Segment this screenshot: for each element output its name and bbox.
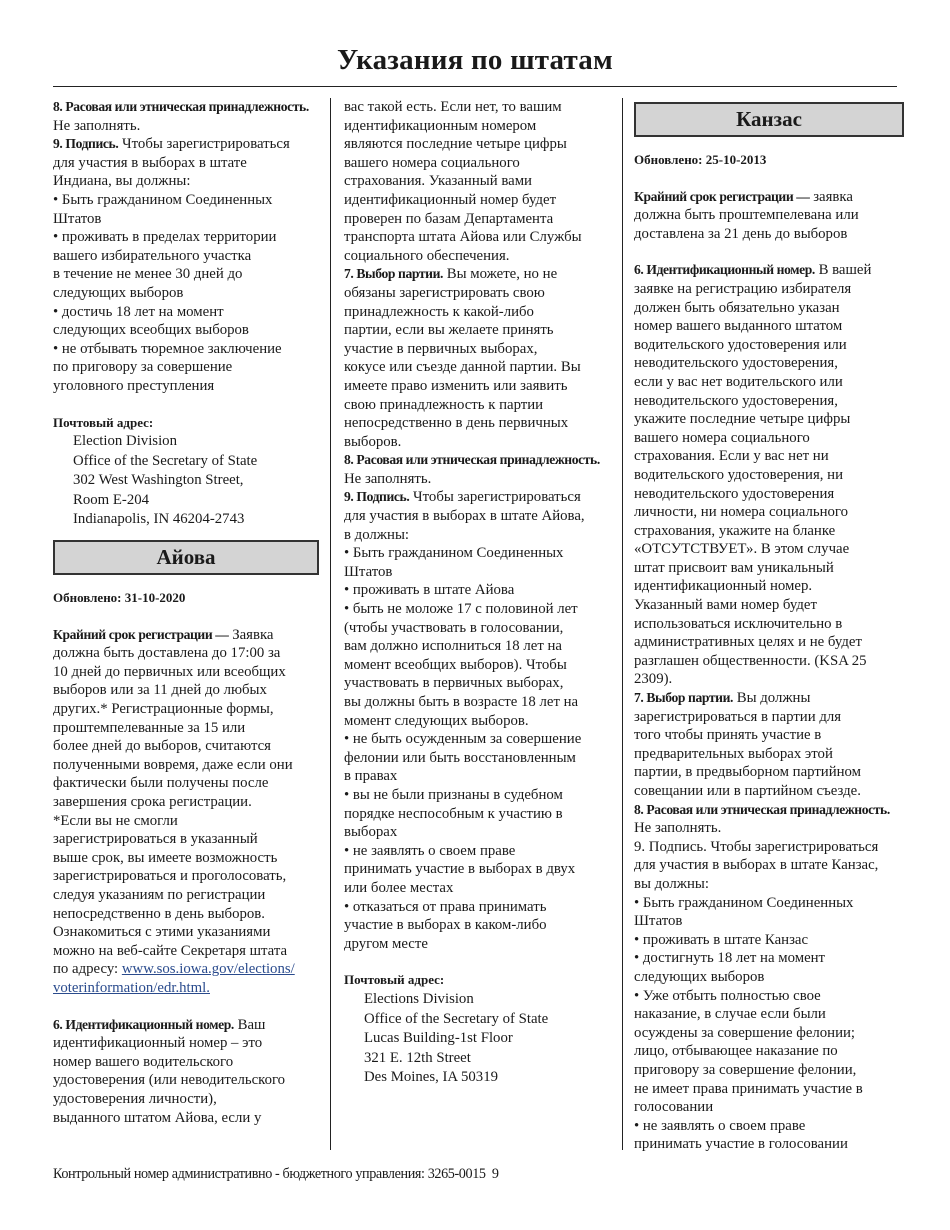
indiana-item8-text: Не заполнять. xyxy=(53,117,141,134)
text-line: транспорта штата Айова или Службы xyxy=(344,229,582,246)
text-line: штат присвоит вам уникальный xyxy=(634,559,834,576)
iowa-deadline xyxy=(53,626,319,645)
text-line: заявке на регистрацию избирателя xyxy=(634,280,852,297)
text-line: участие в первичных выборах, xyxy=(344,340,538,357)
text-line: административных целях и не будет xyxy=(634,634,862,651)
text-line: Ваш xyxy=(233,1016,266,1033)
link-line xyxy=(53,960,319,979)
text-line: наказание, в случае если были xyxy=(634,1006,826,1023)
spacer xyxy=(344,953,614,971)
text-line: водительского удостоверения, ни xyxy=(634,466,843,483)
text-line: • быть не моложе 17 с половиной лет xyxy=(344,601,578,618)
text-line: Штатов xyxy=(634,913,683,930)
mailing-address xyxy=(344,990,614,1088)
text-line: Не заполнять. xyxy=(344,470,432,487)
text-line: номер вашего водительского xyxy=(53,1053,234,1070)
address-line: 302 West Washington Street, xyxy=(73,472,244,489)
text-line: • не заявлять о своем праве xyxy=(344,842,516,859)
text-line: *Если вы не смогли xyxy=(53,812,178,829)
text-line: В вашей xyxy=(814,262,872,279)
text-line: неводительского удостоверения, xyxy=(634,392,838,409)
text-line: 2309). xyxy=(634,671,673,688)
text-line: завершения срока регистрации. xyxy=(53,794,252,810)
text-line: неводительского удостоверения xyxy=(634,485,835,502)
text-line: удостоверения личности), xyxy=(53,1090,217,1107)
text-line: принимать участие в голосовании xyxy=(634,1136,848,1153)
text-line: «ОТСУТСТВУЕТ». В этом случае xyxy=(634,541,850,558)
text-line: использоваться исключительно в xyxy=(634,615,843,632)
text-line: • проживать в штате Канзас xyxy=(634,931,809,948)
text-line: фелонии или быть восстановленным xyxy=(344,749,576,766)
text-line: момент всеобщих выборов). Чтобы xyxy=(344,656,567,673)
text-line: более дней до выборов, считаются xyxy=(53,738,271,755)
text-line: свою принадлежность к партии xyxy=(344,396,544,413)
text-line: идентификационный номер будет xyxy=(344,191,557,208)
address-line: Office of the Secretary of State xyxy=(73,452,258,469)
page-title: Указания по штатам xyxy=(337,44,613,76)
text-line: зарегистрироваться в указанный xyxy=(53,831,258,848)
address-line: Indianapolis, IN 46204-2743 xyxy=(73,511,245,528)
section-heading: 9. Подпись. xyxy=(53,136,119,152)
text-line: выданного штатом Айова, если у xyxy=(53,1109,262,1126)
text-line: обязаны зарегистрировать свою xyxy=(344,284,545,301)
text-line: в правах xyxy=(344,768,398,785)
text-line: другом месте xyxy=(344,935,428,952)
text-line: • проживать в штате Айова xyxy=(344,582,515,599)
text-line: непосредственно в день выборов. xyxy=(53,905,265,922)
text-line: предварительных выборах этой xyxy=(634,745,833,762)
text-line: лицо, отбывающее наказание по xyxy=(634,1043,838,1060)
spacer xyxy=(53,608,319,626)
mail-heading: Почтовый адрес: xyxy=(53,414,154,430)
text-line: • Быть гражданином Соединенных xyxy=(53,191,273,208)
text-line: • достичь 18 лет на момент xyxy=(53,303,224,320)
text-line: непосредственно в день первичных xyxy=(344,415,569,432)
spacer xyxy=(634,243,904,261)
text-line: участвовать в первичных выборах, xyxy=(344,675,564,692)
column-3 xyxy=(634,98,904,1154)
section-heading: Крайний срок регистрации — xyxy=(634,188,810,204)
address-line: Lucas Building-1st Floor xyxy=(364,1030,513,1047)
text-line: Заявка xyxy=(228,626,274,643)
text-line: номер вашего выданного штатом xyxy=(634,318,843,335)
text-line: вашего избирательного участка xyxy=(53,247,252,264)
address-line: Election Division xyxy=(73,433,177,450)
column-divider xyxy=(622,98,623,1150)
text-line: можно на веб-сайте Секретаря штата xyxy=(53,942,288,959)
spacer xyxy=(53,396,319,414)
text-line: 9. Подпись. Чтобы зарегистрироваться xyxy=(634,838,879,855)
text-line: разглашен общественности. (KSA 25 xyxy=(634,652,867,669)
text-line: выборов. xyxy=(344,433,402,450)
text-line: идентификационный номер. xyxy=(634,578,813,595)
kansas-item7 xyxy=(634,689,904,708)
title-rule xyxy=(53,86,897,87)
text-line: или более местах xyxy=(344,879,454,896)
text-line: следующих выборов xyxy=(53,284,184,301)
text-line: Указанный вами номер будет xyxy=(634,597,817,614)
text-line: • отказаться от права принимать xyxy=(344,898,547,915)
address-line: Elections Division xyxy=(364,990,474,1007)
text-line: • не быть осужденным за совершение xyxy=(344,731,582,748)
text-line: • вы не были признаны в судебном xyxy=(344,786,563,803)
text-line: личности, ни номера социального xyxy=(634,504,848,521)
text-line: участие в выборах в каком-либо xyxy=(344,917,547,934)
text-line: следующих всеобщих выборов xyxy=(53,322,249,339)
spacer xyxy=(634,170,904,188)
section-heading: 7. Выбор партии. xyxy=(344,266,443,282)
text-line: проверен по базам Департамента xyxy=(344,210,554,227)
text-line: • не заявлять о своем праве xyxy=(634,1117,806,1134)
text-line: Вы можете, но не xyxy=(443,266,558,283)
text-line: • не отбывать тюремное заключение xyxy=(53,340,282,357)
text-line: не имеет права принимать участие в xyxy=(634,1080,863,1097)
text-line: страхования, укажите на бланке xyxy=(634,522,836,539)
text-line: Штатов xyxy=(344,563,393,580)
text-line: осуждены за совершение фелонии; xyxy=(634,1024,856,1041)
address-line: Room E-204 xyxy=(73,491,150,508)
indiana-item8 xyxy=(53,98,319,117)
section-heading: 6. Идентификационный номер. xyxy=(634,262,815,278)
text-line: • Уже отбыть полностью свое xyxy=(634,987,821,1004)
text-line: следуя указаниям по регистрации xyxy=(53,886,266,903)
text-line: • достигнуть 18 лет на момент xyxy=(634,950,826,967)
text-line: доставлена за 21 день до выборов xyxy=(634,225,848,242)
text-line: вам должно исполниться 18 лет на xyxy=(344,638,562,655)
address-line: 321 E. 12th Street xyxy=(364,1049,471,1066)
state-header-iowa: Айова xyxy=(53,540,319,575)
kansas-item6 xyxy=(634,261,904,280)
text-line: страхования. Если у вас нет ни xyxy=(634,448,829,465)
text-line: Штатов xyxy=(53,210,102,227)
page-footer xyxy=(53,1166,499,1183)
text-line: Чтобы зарегистрироваться xyxy=(118,136,290,153)
omb-control-number: Контрольный номер административно - бюджетного управления: 3265-0015 xyxy=(53,1166,486,1182)
updated-date: Обновлено: 25-10-2013 xyxy=(634,152,767,167)
text-line: (чтобы участвовать в голосовании, xyxy=(344,619,564,636)
text-line: Вы должны xyxy=(733,690,811,707)
address-line: Office of the Secretary of State xyxy=(364,1010,549,1027)
address-line: Des Moines, IA 50319 xyxy=(364,1069,498,1086)
page-number: 9 xyxy=(491,1166,499,1182)
mailing-address xyxy=(53,432,319,530)
text-line: по приговору за совершение xyxy=(53,359,233,376)
section-heading: 7. Выбор партии. xyxy=(634,690,733,706)
text-line: момент следующих выборов. xyxy=(344,712,529,729)
text-line: для участия в выборах в штате xyxy=(53,154,247,171)
text-line: для участия в выборах в штате Айова, xyxy=(344,508,585,525)
text-line: приговору за совершение фелонии, xyxy=(634,1061,857,1078)
text-line: других.* Регистрационные формы, xyxy=(53,701,274,718)
text-line: вы должны быть в возрасте 18 лет на xyxy=(344,694,579,710)
text-line: выборов или за 11 дней до любых xyxy=(53,682,267,699)
text-line: принимать участие в выборах в двух xyxy=(344,861,576,878)
text-line: социального обеспечения. xyxy=(344,247,510,264)
text-line: зарегистрироваться и проголосовать, xyxy=(53,868,287,885)
kansas-item8 xyxy=(634,801,904,820)
text-line: в должны: xyxy=(344,526,409,543)
updated-date: Обновлено: 31-10-2020 xyxy=(53,590,186,606)
text-line: Не заполнять. xyxy=(634,820,722,837)
column-divider xyxy=(330,98,331,1150)
text-line: партии, в предвыборном партийном xyxy=(634,764,862,781)
text-line: выборах xyxy=(344,824,398,841)
state-header-kansas: Канзас xyxy=(634,102,904,137)
text-line: имеете право изменить или заявить xyxy=(344,377,568,394)
text-line: по адресу: xyxy=(53,961,122,978)
sos-iowa-link-continued[interactable]: voterinformation/edr.html. xyxy=(53,979,210,996)
text-line: идентификационным номером xyxy=(344,117,537,134)
text-line: выше срок, вы имеете возможность xyxy=(53,849,278,866)
text-line: вашего номера социального xyxy=(344,154,520,171)
text-line: в течение не менее 30 дней до xyxy=(53,266,243,283)
text-line: вашего номера социального xyxy=(634,429,810,446)
text-line: проштемпелеванные за 15 или xyxy=(53,719,246,736)
text-line: водительского удостоверения или xyxy=(634,336,847,353)
text-line: укажите последние четыре цифры xyxy=(634,411,851,428)
text-line: идентификационный номер – это xyxy=(53,1035,263,1052)
link-line xyxy=(53,979,319,998)
iowa-item8 xyxy=(344,451,614,470)
text-line: • проживать в пределах территории xyxy=(53,229,277,246)
iowa-item9 xyxy=(344,488,614,507)
text-line: партии, если вы желаете принять xyxy=(344,322,554,339)
text-line: принадлежность к какой-либо xyxy=(344,303,534,320)
text-line: должна быть проштемпелевана или xyxy=(634,207,859,224)
text-line: уголовного преступления xyxy=(53,377,215,394)
text-line: порядке неспособным к участию в xyxy=(344,805,563,822)
text-line: зарегистрироваться в партии для xyxy=(634,708,842,725)
text-line: кокусе или съезде данной партии. Вы xyxy=(344,359,581,376)
section-heading: 8. Расовая или этническая принадлежность. xyxy=(344,452,600,468)
text-line: являются последние четыре цифры xyxy=(344,136,567,153)
text-line: Ознакомиться с этими указаниями xyxy=(53,924,271,941)
text-line: вас такой есть. Если нет, то вашим xyxy=(344,99,562,115)
text-line: голосовании xyxy=(634,1099,714,1116)
kansas-deadline xyxy=(634,188,904,207)
text-line: того чтобы принять участие в xyxy=(634,727,822,744)
text-line: совещании или в партийном съезде. xyxy=(634,783,861,799)
text-line: Чтобы зарегистрироваться xyxy=(409,489,581,506)
text-line: • Быть гражданином Соединенных xyxy=(634,894,854,911)
mail-heading: Почтовый адрес: xyxy=(344,972,445,988)
text-line: если у вас нет водительского или xyxy=(634,373,843,390)
section-heading: 6. Идентификационный номер. xyxy=(53,1016,234,1032)
spacer xyxy=(53,998,319,1016)
text-line: фактически были получены после xyxy=(53,775,269,792)
iowa-item7 xyxy=(344,265,614,284)
text-line: • Быть гражданином Соединенных xyxy=(344,545,564,562)
text-line: страхования. Указанный вами xyxy=(344,173,532,190)
text-line: следующих выборов xyxy=(634,968,765,985)
text-line: удостоверения (или неводительского xyxy=(53,1072,286,1089)
column-1 xyxy=(53,98,319,1127)
text-line: неводительского удостоверения, xyxy=(634,355,838,372)
sos-iowa-link[interactable]: www.sos.iowa.gov/elections/ xyxy=(121,961,295,978)
text-line: 10 дней до первичных или всеобщих xyxy=(53,663,286,680)
section-heading: 8. Расовая или этническая принадлежность. xyxy=(634,801,890,817)
text-line: заявка xyxy=(809,188,853,205)
iowa-item6 xyxy=(53,1016,319,1035)
column-2 xyxy=(344,98,614,1088)
section-heading: 9. Подпись. xyxy=(344,489,410,505)
indiana-item9 xyxy=(53,135,319,154)
text-line: вы должны: xyxy=(634,875,709,892)
text-line: должен быть обязательно указан xyxy=(634,299,840,316)
text-line: полученными вовремя, даже если они xyxy=(53,756,293,773)
text-line: Индиана, вы должны: xyxy=(53,173,191,190)
text-line: должна быть доставлена до 17:00 за xyxy=(53,645,281,662)
section-heading: Крайний срок регистрации — xyxy=(53,626,229,642)
section-heading: 8. Расовая или этническая принадлежность. xyxy=(53,99,309,114)
text-line: для участия в выборах в штате Канзас, xyxy=(634,857,879,874)
